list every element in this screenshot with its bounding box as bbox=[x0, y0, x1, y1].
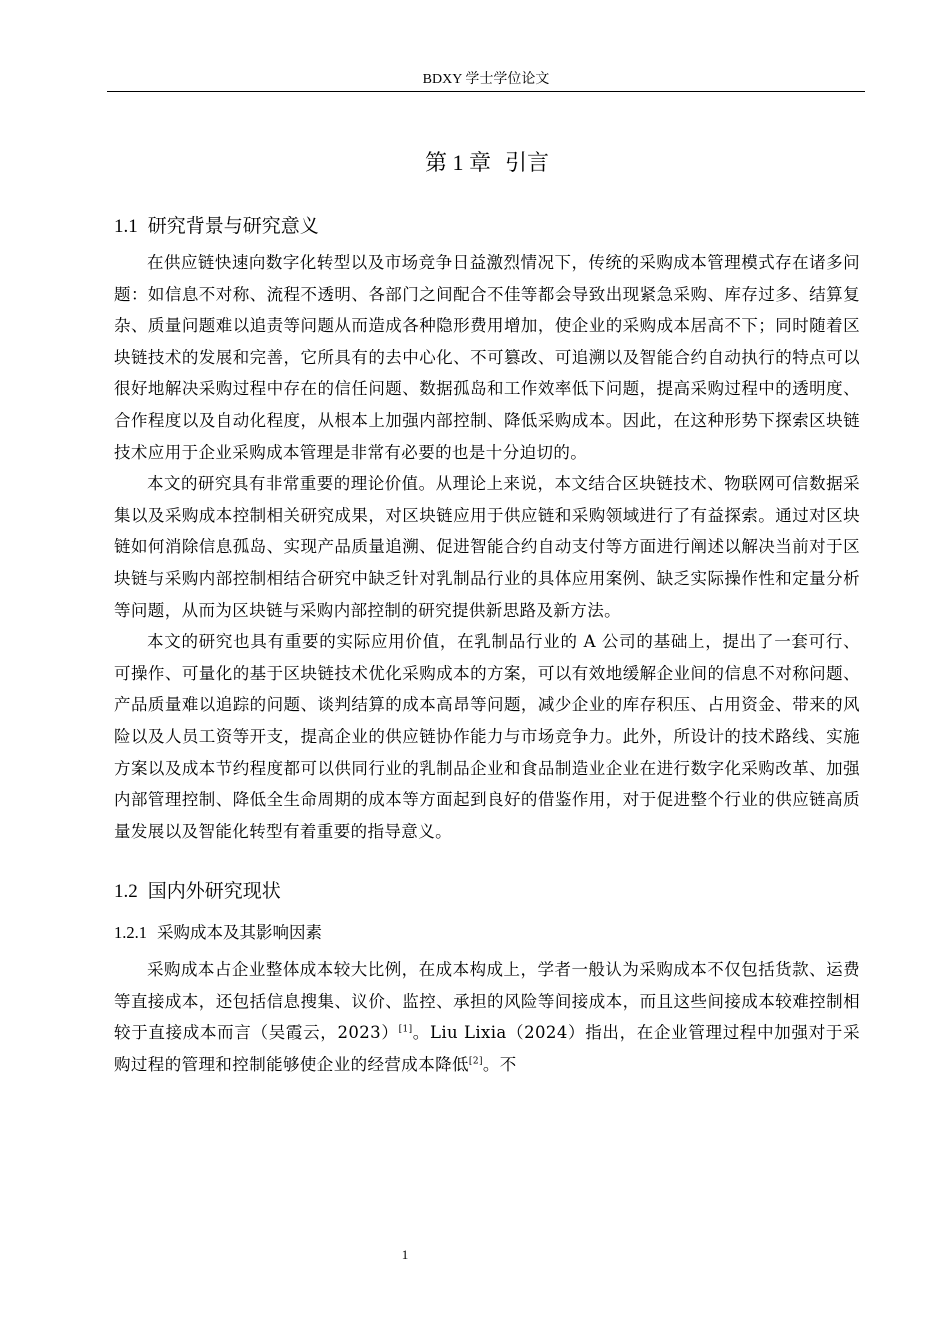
page-content bbox=[114, 143, 860, 1081]
subsection-heading-1-2-1 bbox=[114, 918, 860, 948]
section-title: 研究背景与研究意义 bbox=[147, 215, 319, 237]
running-header: BDXY 学士学位论文 bbox=[422, 72, 550, 87]
header-rule bbox=[107, 91, 865, 92]
page-number: 1 bbox=[401, 1247, 409, 1262]
chapter-title-text: 引言 bbox=[505, 151, 550, 176]
paragraph-practical-value: 本文的研究也具有重要的实际应用价值，在乳制品行业的 A 公司的基础上，提出了一套可行、可操作、可量化的基于区块链技术优化采购成本的方案，可以有效地缓解企业间的信息不对称问题、产品质量难以追踪的问题、谈判结算的成本高昂等问题，减少企业的库存积压、占用资金、带来的风险以及人员工资等开支，提高企业的供应链协作能力与市场竞争力。此外，所设计的技术路线、实施方案以及成本节约程度都可以供同行业的乳制品企业和食品制造业企业在进行数字化采购改革、加强内部管理控制、降低全生命周期的成本等方面起到良好的借鉴作用，对于促进整个行业的供应链高质量发展以及智能化转型有着重要的指导意义。 bbox=[114, 632, 860, 841]
paragraph-theory-value: 本文的研究具有非常重要的理论价值。从理论上来说，本文结合区块链技术、物联网可信数据采集以及采购成本控制相关研究成果，对区块链应用于供应链和采购领域进行了有益探索。通过对区块链如何消除信息孤岛、实现产品质量追溯、促进智能合约自动支付等方面进行阐述以解决当前对于区块链与采购内部控制相结合研究中缺乏针对乳制品行业的具体应用案例、缺乏实际操作性和定量分析等问题，从而为区块链与采购内部控制的研究提供新思路及新方法。 bbox=[114, 474, 860, 620]
subsection-title: 采购成本及其影响因素 bbox=[157, 923, 322, 943]
section-heading-1-1 bbox=[114, 210, 860, 243]
paragraph-text: 。Liu Lixia（2024）指出，在企业管理过程中加强对于采购过程的管理和控制能够使企业的经营成本降低 bbox=[114, 1023, 860, 1075]
chapter-number: 第 1 章 bbox=[424, 150, 491, 175]
section-heading-1-2 bbox=[114, 875, 860, 908]
chapter-title bbox=[114, 143, 860, 184]
section-number: 1.1 bbox=[114, 216, 138, 237]
paragraph-procurement-cost bbox=[114, 954, 860, 1080]
subsection-number: 1.2.1 bbox=[114, 923, 147, 943]
citation-link[interactable]: [2] bbox=[468, 1056, 483, 1067]
paragraph-text: 采购成本占企业整体成本较大比例，在成本构成上，学者一般认为采购成本不仅包括货款、运费等直接成本，还包括信息搜集、议价、监控、承担的风险等间接成本，而且这些间接成本较难控制相较于直接成本而言（吴霞云，2023） bbox=[114, 960, 860, 1043]
citation-link[interactable]: [1] bbox=[398, 1024, 413, 1035]
paragraph-text: 。不 bbox=[482, 1055, 517, 1075]
section-number: 1.2 bbox=[114, 881, 138, 903]
paragraph-background: 在供应链快速向数字化转型以及市场竞争日益激烈情况下，传统的采购成本管理模式存在诸多问题：如信息不对称、流程不透明、各部门之间配合不佳等都会导致出现紧急采购、库存过多、结算复杂、质量问题难以追责等问题从而造成各种隐形费用增加，使企业的采购成本居高不下；同时随着区块链技术的发展和完善，它所具有的去中心化、不可篡改、可追溯以及智能合约自动执行的特点可以很好地解决采购过程中存在的信任问题、数据孤岛和工作效率低下问题，提高采购过程中的透明度、合作程度以及自动化程度，从根本上加强内部控制、降低采购成本。因此，在这种形势下探索区块链技术应用于企业采购成本管理是非常有必要的也是十分迫切的。 bbox=[114, 253, 860, 462]
section-title: 国内外研究现状 bbox=[147, 880, 281, 903]
